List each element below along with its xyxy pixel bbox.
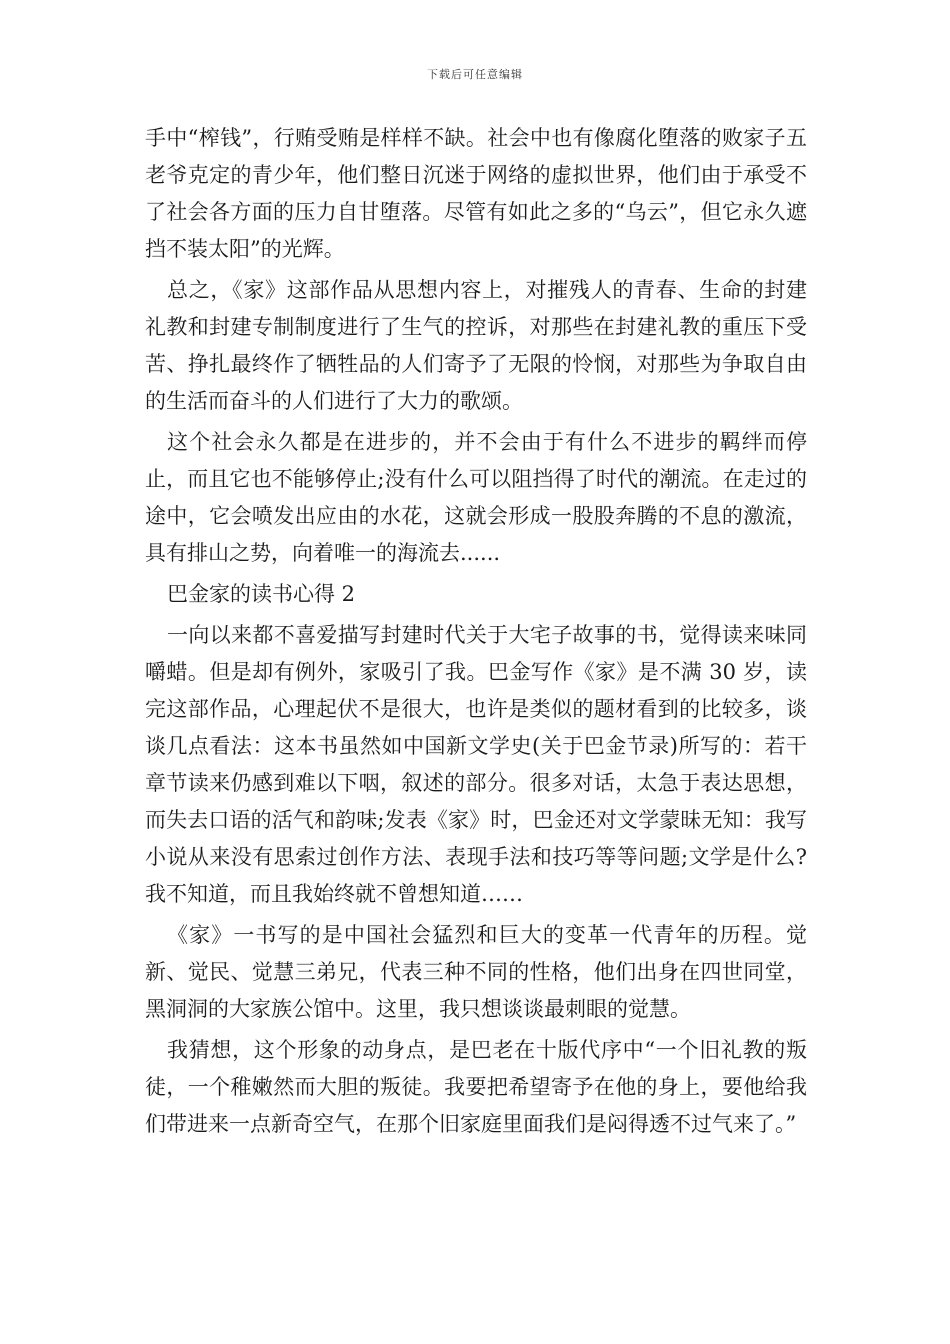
paragraph: 总之，《家》这部作品从思想内容上，对摧残人的青春、生命的封建礼教和封建专制制度进行了生气的控诉，对那些在封建礼教的重压下受苦、挣扎最终作了牺牲品的人们寄予了无限的怜悯，对那些为争取自由的生活而奋斗的人们进行了大力的歌颂。: [145, 278, 807, 413]
paragraph: 一向以来都不喜爱描写封建时代关于大宅子故事的书，觉得读来味同嚼蜡。但是却有例外，家吸引了我。巴金写作《家》是不满 30 岁，读完这部作品，心理起伏不是很大，也许是类似的题材看到的比较多，谈谈几点看法：这本书虽然如中国新文学史(关于巴金节录)所写的：若干章节读来仍感到难以下咽，叙述的部分。很多对话，太急于表达思想，而失去口语的活气和韵味;发表《家》时，巴金还对文学蒙昧无知：我写小说从来没有思索过创作方法、表现手法和技巧等等问题;文学是什么?我不知道，而且我始终就不曾想知道……: [145, 623, 807, 906]
paragraph: 手中“榨钱”，行贿受贿是样样不缺。社会中也有像腐化堕落的败家子五老爷克定的青少年，他们整日沉迷于网络的虚拟世界，他们由于承受不了社会各方面的压力自甘堕落。尽管有如此之多的“乌云”，但它永久遮挡不装太阳”的光辉。: [145, 126, 807, 261]
paragraph: 我猜想，这个形象的动身点，是巴老在十版代序中“一个旧礼教的叛徒，一个稚嫩然而大胆的叛徒。我要把希望寄予在他的身上，要他给我们带进来一点新奇空气，在那个旧家庭里面我们是闷得透不过气来了。”: [145, 1038, 807, 1136]
document-body: [145, 120, 807, 1143]
paragraph: 这个社会永久都是在进步的，并不会由于有什么不进步的羁绊而停止，而且它也不能够停止;没有什么可以阻挡得了时代的潮流。在走过的途中，它会喷发出应由的水花，这就会形成一股股奔腾的不息的激流，具有排山之势，向着唯一的海流去......: [145, 430, 807, 565]
paragraph: 《家》一书写的是中国社会猛烈和巨大的变革一代青年的历程。觉新、觉民、觉慧三弟兄，代表三种不同的性格，他们出身在四世同堂，黑洞洞的大家族公馆中。这里，我只想谈谈最刺眼的觉慧。: [145, 923, 807, 1021]
page-header: 下载后可任意编辑: [427, 68, 523, 81]
section-heading: 巴金家的读书心得 2: [167, 582, 356, 606]
